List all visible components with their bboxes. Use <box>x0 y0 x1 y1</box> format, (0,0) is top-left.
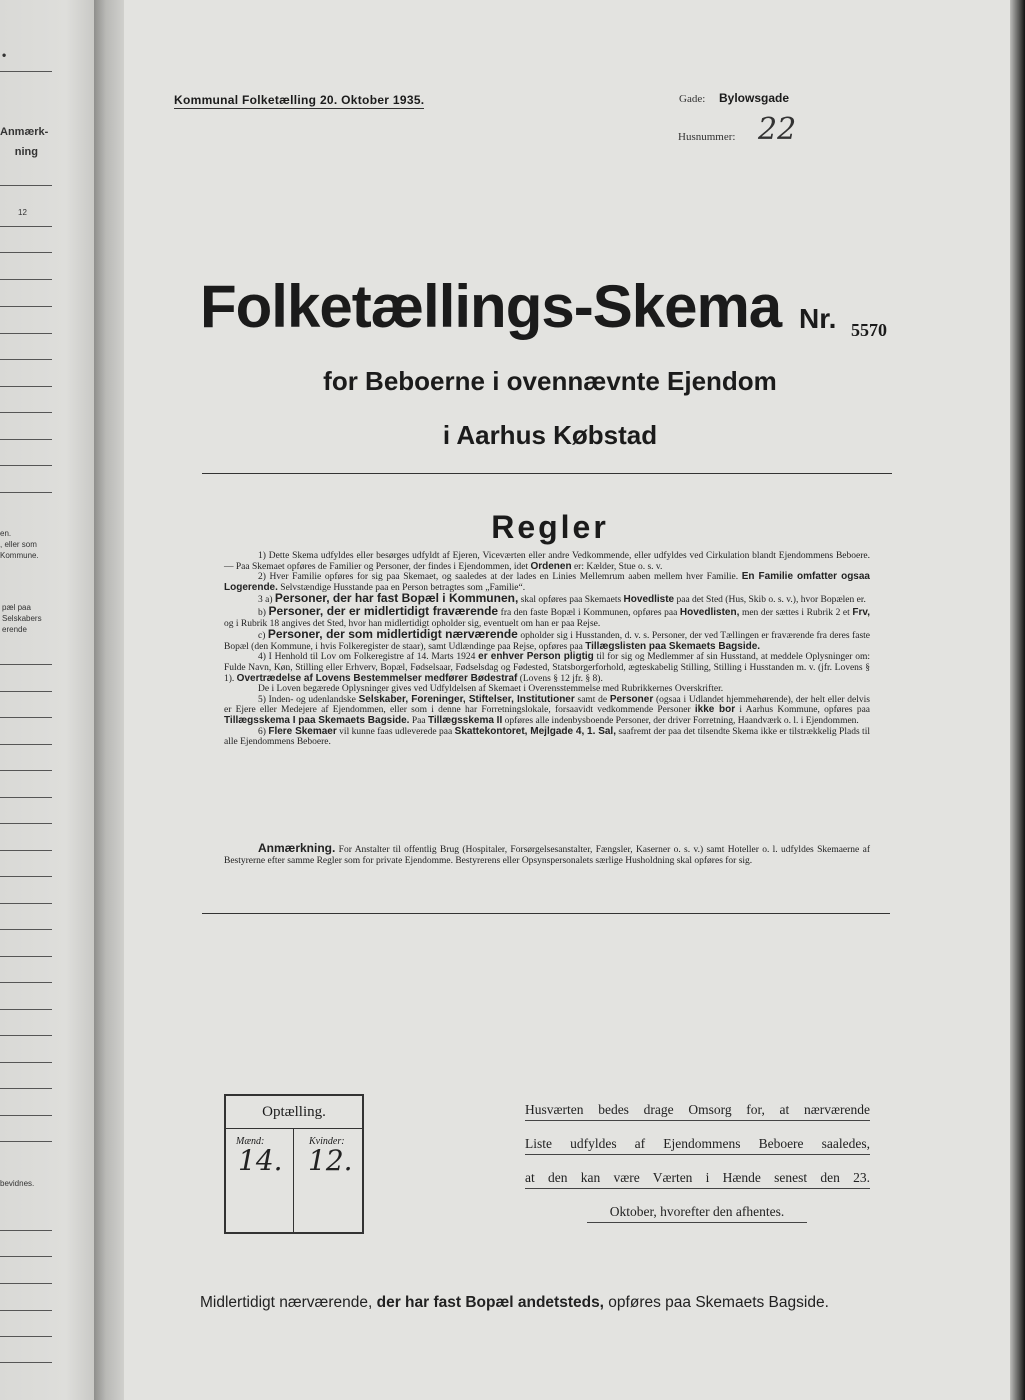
divider <box>202 473 892 474</box>
notice-line: Oktober, hvorefter den afhentes. <box>587 1202 807 1223</box>
rule-4-continued: De i Loven begærede Oplysninger gives ved Udfyldelsen af Skemaet i Overensstemmelse med Rubrikkernes Overskrifter. <box>258 684 724 695</box>
left-page-rule <box>0 412 52 413</box>
rule-3a: 3 a) Personer, der har fast Bopæl i Kommunen, skal opføres paa Skemaets Hovedliste paa det Sted (Hus, Skib o. s. v.), hvor Bopælen er. <box>258 591 866 606</box>
left-page-rule <box>0 1230 52 1231</box>
left-page-heading: Anmærk- ning <box>0 126 49 158</box>
house-number-value: 22 <box>758 112 797 147</box>
left-page-rule <box>0 71 52 72</box>
women-label: Kvinder: <box>309 1136 345 1147</box>
left-page-rule <box>0 439 52 440</box>
landlord-notice <box>525 1100 870 1236</box>
left-page-rule <box>0 1115 52 1116</box>
left-page-rule <box>0 1035 52 1036</box>
street-label: Gade: <box>679 93 706 105</box>
footer-text: opføres paa Skemaets Bagside. <box>604 1294 829 1311</box>
footer-emphasis: der har fast Bopæl andetsteds, <box>376 1294 604 1311</box>
left-page-rule <box>0 876 52 877</box>
rule-1: 1) Dette Skema udfyldes eller besørges udfyldt af Ejeren, Viceværten eller andre Vedkommende, eller udfyldes ved Cirkulation blandt Ejendommens Beboere. — Paa Skemaet opføres de Familier og Personer, der findes i Ejendommen, idet Ordenen er: Kælder, Stue o. s. v. <box>224 551 870 572</box>
left-page-rule <box>0 1088 52 1089</box>
left-page-rule <box>0 797 52 798</box>
annotation-note <box>224 843 870 867</box>
divider <box>202 913 890 914</box>
left-page-fragment: pæl paa Selskabers erende <box>2 603 42 634</box>
left-page-rule <box>0 1336 52 1337</box>
left-page-rule <box>0 1256 52 1257</box>
left-page-bullet: • <box>2 48 7 62</box>
left-page-rule <box>0 717 52 718</box>
women-count: 12. <box>308 1144 353 1177</box>
left-page-rule <box>0 770 52 771</box>
left-page-rule <box>0 903 52 904</box>
page-edge <box>1010 0 1025 1400</box>
left-page-rule <box>0 850 52 851</box>
left-page-rule <box>0 1283 52 1284</box>
left-page-rule <box>0 465 52 466</box>
note-label: Anmærkning. <box>258 841 336 855</box>
notice-line: at den kan være Værten i Hænde senest den 23. <box>525 1168 870 1189</box>
left-page-rule <box>0 929 52 930</box>
book-spine <box>94 0 124 1400</box>
left-page-rule <box>0 492 52 493</box>
rule-2: 2) Hver Familie opføres for sig paa Skemaet, og saaledes at der lades en Linies Mellemrum aaben mellem hver Familie. En Familie omfatter ogsaa Logerende. Selvstændige Husstande paa en Person betragtes som „Familie“. <box>224 571 870 593</box>
street-value: Bylowsgade <box>719 91 790 105</box>
left-page-rule <box>0 252 52 253</box>
left-page-rule <box>0 1062 52 1063</box>
left-page-rule <box>0 359 52 360</box>
rule-3c: c) Personer, der som midlertidigt nærværende opholder sig i Husstanden, d. v. s. Personer, der ved Tællingen er fraværende fra deres faste Bopæl (den Kommune, i hvis Folkeregister de staar), samt Udlændinge paa Rejse, opføres paa Tillægslisten paa Skemaets Bagside. <box>224 627 871 652</box>
left-page-rule <box>0 226 52 227</box>
left-page-rule <box>0 279 52 280</box>
previous-page-strip <box>0 0 94 1400</box>
left-page-rule <box>0 664 52 665</box>
rule-5: 5) Inden- og udenlandske Selskaber, Foreninger, Stiftelser, Institutioner samt de Personer (ogsaa i Udlandet hjemmehørende), der helt eller delvis er Ejere eller Medejere af Ejendommen, eller som i denne har Forretningslokale, forsaavidt vedkommende Personer ikke bor i Aarhus Kommune, opføres paa Tillægsskema I paa Skemaets Bagside. Paa Tillægsskema II opføres alle indenbysboende Personer, der driver Forretning, Haandværk o. l. i Ejendommen. <box>224 693 871 726</box>
rule-3b: b) Personer, der er midlertidigt fraværende fra den faste Bopæl i Kommunen, opføres paa Hovedlisten, men der sættes i Rubrik 2 et Frv, og i Rubrik 18 angives det Sted, hvor han midlertidigt opholder sig, eventuelt om han er paa Rejse. <box>224 603 870 629</box>
left-page-rule <box>0 386 52 387</box>
left-page-rule <box>0 691 52 692</box>
form-title: Folketællings-Skema <box>200 273 782 340</box>
left-page-rule <box>0 1310 52 1311</box>
form-subtitle: for Beboerne i ovennævnte Ejendom <box>323 366 777 396</box>
left-page-rule <box>0 982 52 983</box>
left-page-rule <box>0 1009 52 1010</box>
form-subtitle-location: i Aarhus Købstad <box>442 420 658 450</box>
form-number-value: 5570 <box>851 320 887 340</box>
men-label: Mænd: <box>236 1136 265 1147</box>
men-count: 14. <box>238 1144 283 1177</box>
form-number-label: Nr. <box>799 303 837 334</box>
left-page-rule <box>0 823 52 824</box>
left-page-rule <box>0 1362 52 1363</box>
left-page-fragment: en. , eller som Kommune. <box>0 529 39 560</box>
left-page-rule <box>0 744 52 745</box>
footer-note <box>200 1294 890 1312</box>
notice-line: Husværten bedes drage Omsorg for, at nærværende <box>525 1100 870 1121</box>
notice-line: Liste udfyldes af Ejendommens Beboere saaledes, <box>525 1134 870 1155</box>
note-text: For Anstalter til offentlig Brug (Hospitaler, Forsørgelsesanstalter, Fængsler, Kaserner o. s. v.) samt Hoteller o. l. udfyldes Skemaerne af Bestyrerne efter samme Regler som for private Ejendomme. Bestyrerens eller Opsynspersonalets særlige Husholdning skal opføres for sig. <box>224 845 870 866</box>
left-page-rule <box>0 333 52 334</box>
left-page-rule <box>0 956 52 957</box>
census-header: Kommunal Folketælling 20. Oktober 1935. <box>174 93 425 107</box>
left-page-rule <box>0 1141 52 1142</box>
left-page-fragment: bevidnes. <box>0 1179 35 1188</box>
count-box <box>224 1094 364 1234</box>
footer-text: Midlertidigt nærværende, <box>200 1294 377 1311</box>
left-page-rule <box>0 306 52 307</box>
rules-heading: Regler <box>491 509 609 545</box>
count-divider <box>293 1128 294 1234</box>
house-number-label: Husnummer: <box>678 131 736 143</box>
left-page-rule <box>0 185 52 186</box>
rule-4: 4) I Henhold til Lov om Folkeregistre af 14. Marts 1924 er enhver Person pligtig til for sig og Medlemmer af sin Husstand, at meddele Oplysninger om: Fulde Navn, Køn, Stilling eller Erhverv, Bopæl, Fødselsaar, Fødselsdag og Fødested, Statsborgerforhold, ægteskabelig Stilling, Stilling i Husstanden m. v. (jfr. Lovens § 1). Overtrædelse af Lovens Bestemmelser medfører Bødestraf (Lovens § 12 jfr. § 8). <box>224 651 870 684</box>
rules-text <box>224 551 870 748</box>
left-page-column-number: 12 <box>18 208 27 217</box>
rule-6: 6) Flere Skemaer vil kunne faas udleverede paa Skattekontoret, Mejlgade 4, 1. Sal, saafremt der paa det tilsendte Skema ikke er tilstrækkelig Plads til alle Ejendommens Beboere. <box>224 725 870 748</box>
count-title: Optælling. <box>226 1096 362 1129</box>
